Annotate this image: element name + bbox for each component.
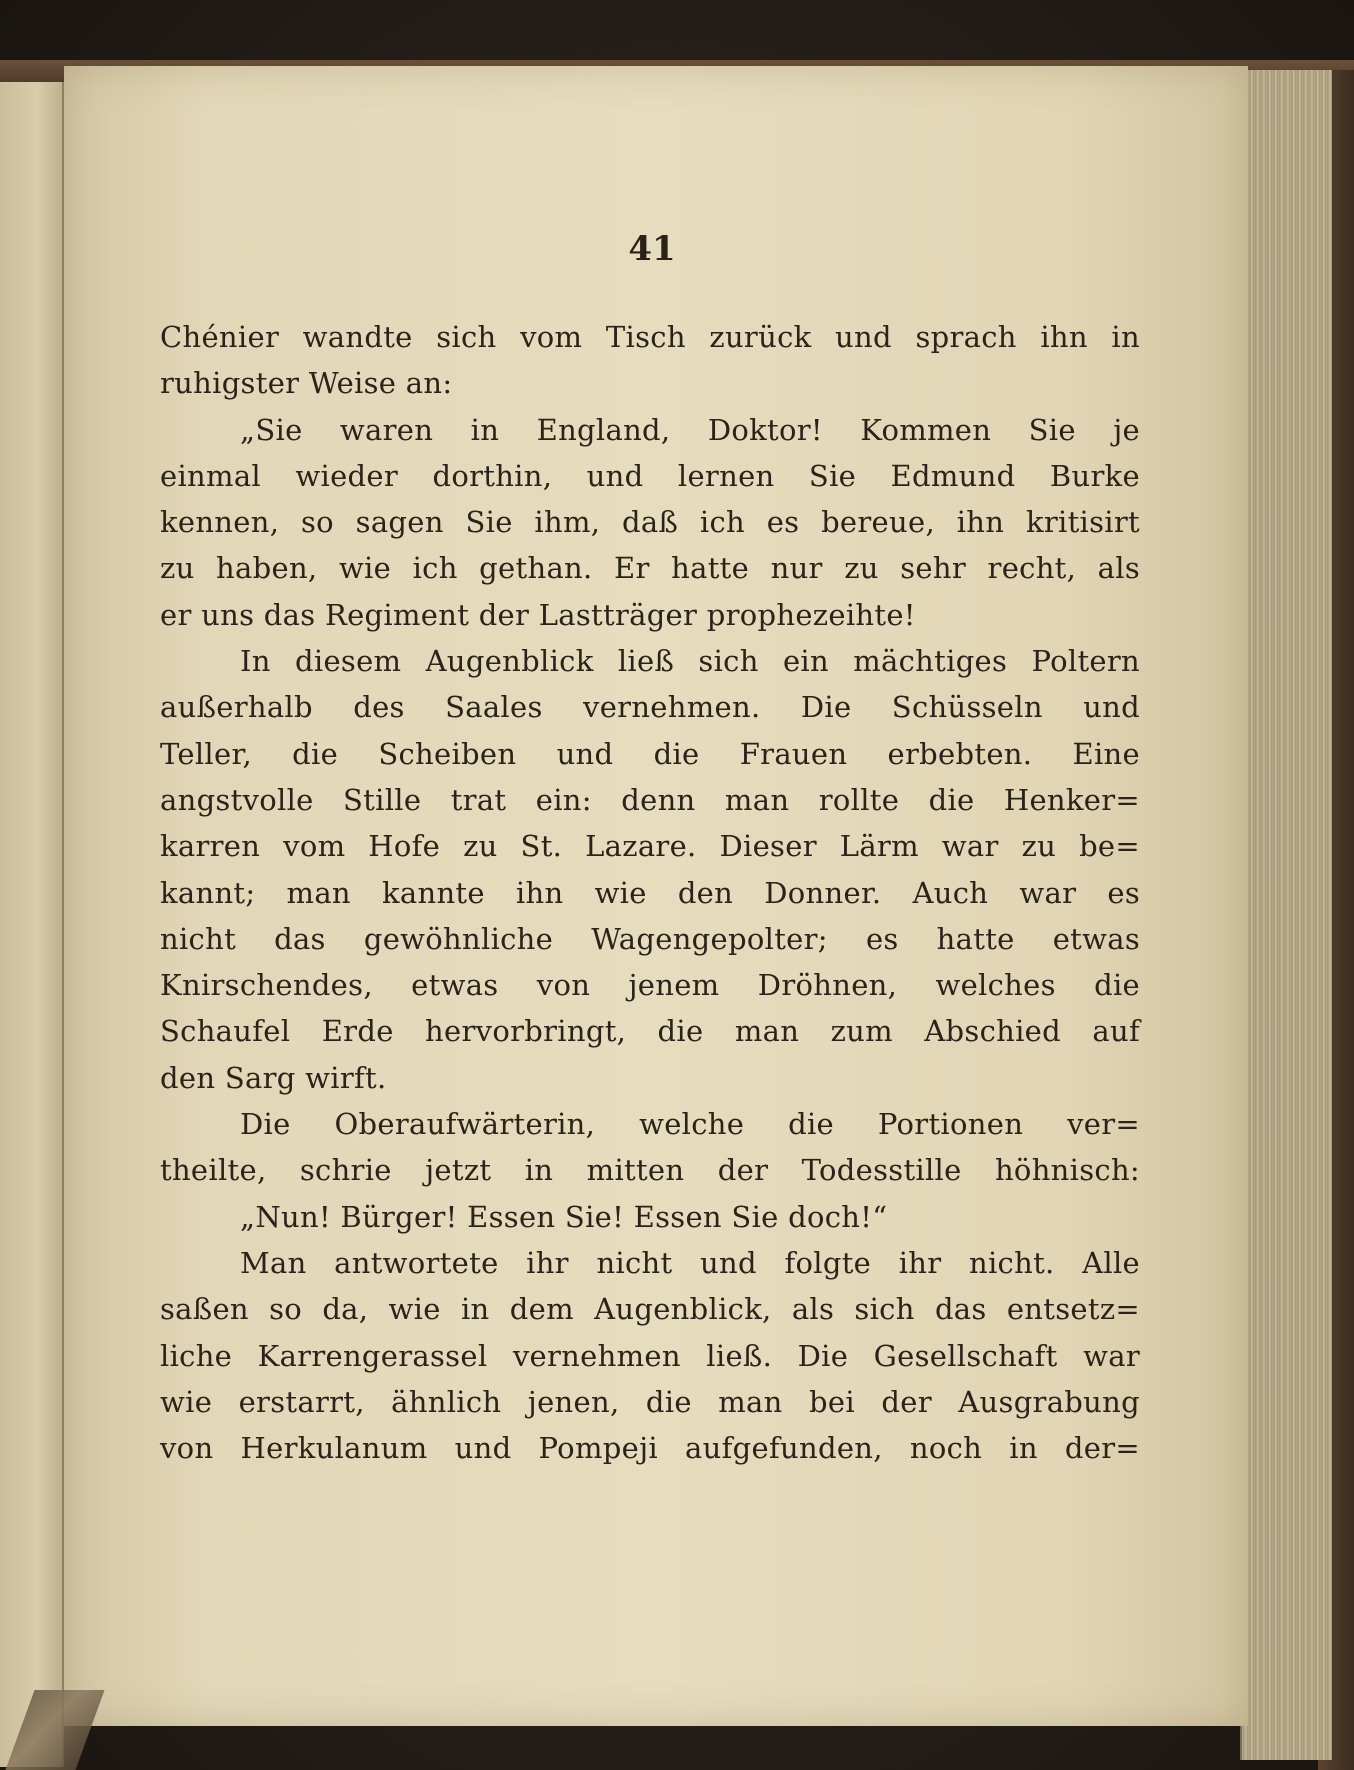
text-line: den Sarg wirft. [160, 1060, 387, 1095]
text-line: Teller, die Scheiben und die Frauen erbebten. Eine [160, 736, 1140, 771]
text-line: von Herkulanum und Pompeji aufgefunden, noch in der= [160, 1431, 1140, 1466]
text-line: „Sie waren in England, Doktor! Kommen Sie je [240, 412, 1140, 447]
text-line: saßen so da, wie in dem Augenblick, als sich das entsetz= [160, 1292, 1140, 1327]
text-line: In diesem Augenblick ließ sich ein mächtiges Poltern [240, 644, 1140, 679]
text-line: Knirschendes, etwas von jenem Dröhnen, welches die [160, 968, 1140, 1003]
text-line: nicht das gewöhnliche Wagengepolter; es hatte etwas [160, 921, 1140, 956]
text-line: Man antwortete ihr nicht und folgte ihr nicht. Alle [240, 1245, 1140, 1280]
left-page-edge [0, 82, 64, 1767]
page-number: 41 [628, 229, 676, 269]
text-line: „Nun! Bürger! Essen Sie! Essen Sie doch!“ [240, 1199, 888, 1234]
page-block-edges [1240, 70, 1332, 1760]
text-line: er uns das Regiment der Lastträger prophezeihte! [160, 597, 916, 632]
text-line: angstvolle Stille trat ein: denn man rollte die Henker= [160, 782, 1140, 817]
text-line: einmal wieder dorthin, und lernen Sie Edmund Burke [160, 458, 1140, 493]
text-line: wie erstarrt, ähnlich jenen, die man bei der Ausgrabung [160, 1384, 1140, 1419]
book-page [64, 66, 1248, 1726]
text-line: kennen, so sagen Sie ihm, daß ich es bereue, ihn kritisirt [160, 505, 1140, 540]
text-line: zu haben, wie ich gethan. Er hatte nur zu sehr recht, als [160, 551, 1140, 586]
text-line: kannt; man kannte ihn wie den Donner. Auch war es [160, 875, 1140, 910]
page-text [160, 314, 1140, 1471]
text-line: Chénier wandte sich vom Tisch zurück und sprach ihn in [160, 320, 1140, 354]
text-line: karren vom Hofe zu St. Lazare. Dieser Lärm war zu be= [160, 829, 1140, 864]
text-line: liche Karrengerassel vernehmen ließ. Die Gesellschaft war [160, 1338, 1140, 1373]
text-line: außerhalb des Saales vernehmen. Die Schüsseln und [160, 690, 1140, 725]
text-line: theilte, schrie jetzt in mitten der Todesstille höhnisch: [160, 1153, 1140, 1188]
text-line: Schaufel Erde hervorbringt, die man zum Abschied auf [160, 1014, 1140, 1049]
text-line: ruhigster Weise an: [160, 366, 453, 401]
text-line: Die Oberaufwärterin, welche die Portionen ver= [240, 1107, 1140, 1142]
